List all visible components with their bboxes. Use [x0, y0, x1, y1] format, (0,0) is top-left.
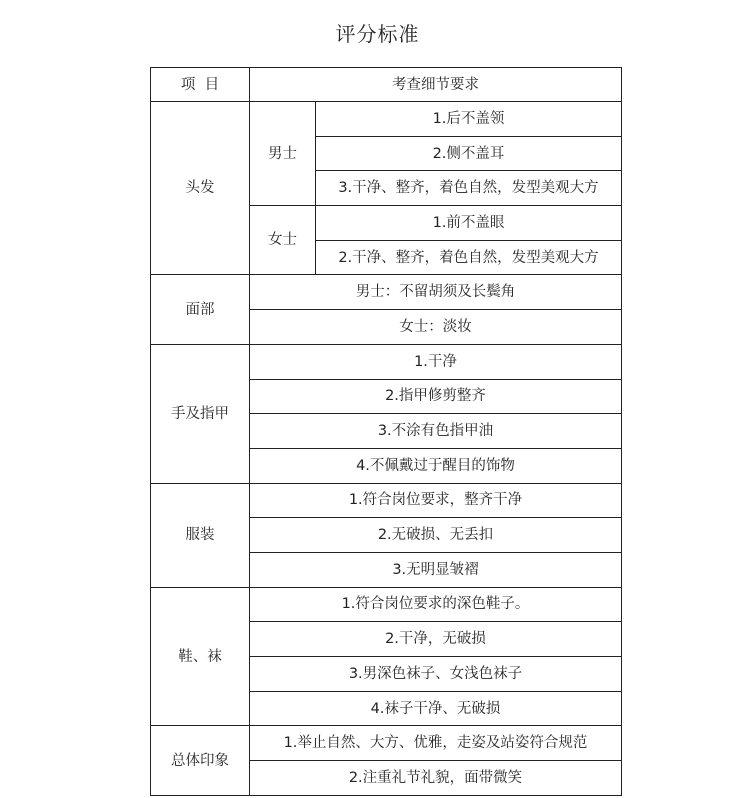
requirement-cell: 男士：不留胡须及长鬓角	[250, 275, 622, 310]
requirement-cell: 2.干净，无破损	[250, 622, 622, 657]
requirement-cell: 3.不涂有色指甲油	[250, 414, 622, 449]
category-face: 面部	[151, 275, 250, 344]
table-row	[151, 483, 622, 518]
page-title: 评分标准	[335, 22, 420, 46]
requirement-cell: 1.前不盖眼	[316, 206, 622, 241]
requirement-cell: 2.注重礼节礼貌，面带微笑	[250, 761, 622, 796]
requirement-cell: 女士：淡妆	[250, 310, 622, 345]
requirement-cell: 3.干净、整齐，着色自然，发型美观大方	[316, 171, 622, 206]
table-row	[151, 587, 622, 622]
requirement-cell: 4.不佩戴过于醒目的饰物	[250, 448, 622, 483]
requirement-cell: 2.干净、整齐，着色自然，发型美观大方	[316, 240, 622, 275]
category-shoes: 鞋、袜	[151, 587, 250, 726]
requirement-cell: 2.侧不盖耳	[316, 136, 622, 171]
subcategory-female: 女士	[250, 206, 316, 275]
requirement-cell: 1.举止自然、大方、优雅，走姿及站姿符合规范	[250, 726, 622, 761]
table-row	[151, 275, 622, 310]
criteria-table	[150, 67, 622, 796]
requirement-cell: 1.干净	[250, 344, 622, 379]
subcategory-male: 男士	[250, 102, 316, 206]
table-row	[151, 102, 622, 137]
category-hair: 头发	[151, 102, 250, 275]
category-overall: 总体印象	[151, 726, 250, 795]
requirement-cell: 3.男深色袜子、女浅色袜子	[250, 657, 622, 692]
table-header-row	[151, 68, 622, 102]
requirement-cell: 1.符合岗位要求的深色鞋子。	[250, 587, 622, 622]
header-requirement: 考查细节要求	[250, 68, 622, 102]
requirement-cell: 1.符合岗位要求，整齐干净	[250, 483, 622, 518]
table-row	[151, 344, 622, 379]
requirement-cell: 3.无明显皱褶	[250, 552, 622, 587]
category-clothing: 服装	[151, 483, 250, 587]
table-row	[151, 726, 622, 761]
requirement-cell: 2.指甲修剪整齐	[250, 379, 622, 414]
requirement-cell: 4.袜子干净、无破损	[250, 691, 622, 726]
requirement-cell: 2.无破损、无丢扣	[250, 518, 622, 553]
requirement-cell: 1.后不盖领	[316, 102, 622, 137]
header-item: 项 目	[151, 68, 250, 102]
category-hands: 手及指甲	[151, 344, 250, 483]
